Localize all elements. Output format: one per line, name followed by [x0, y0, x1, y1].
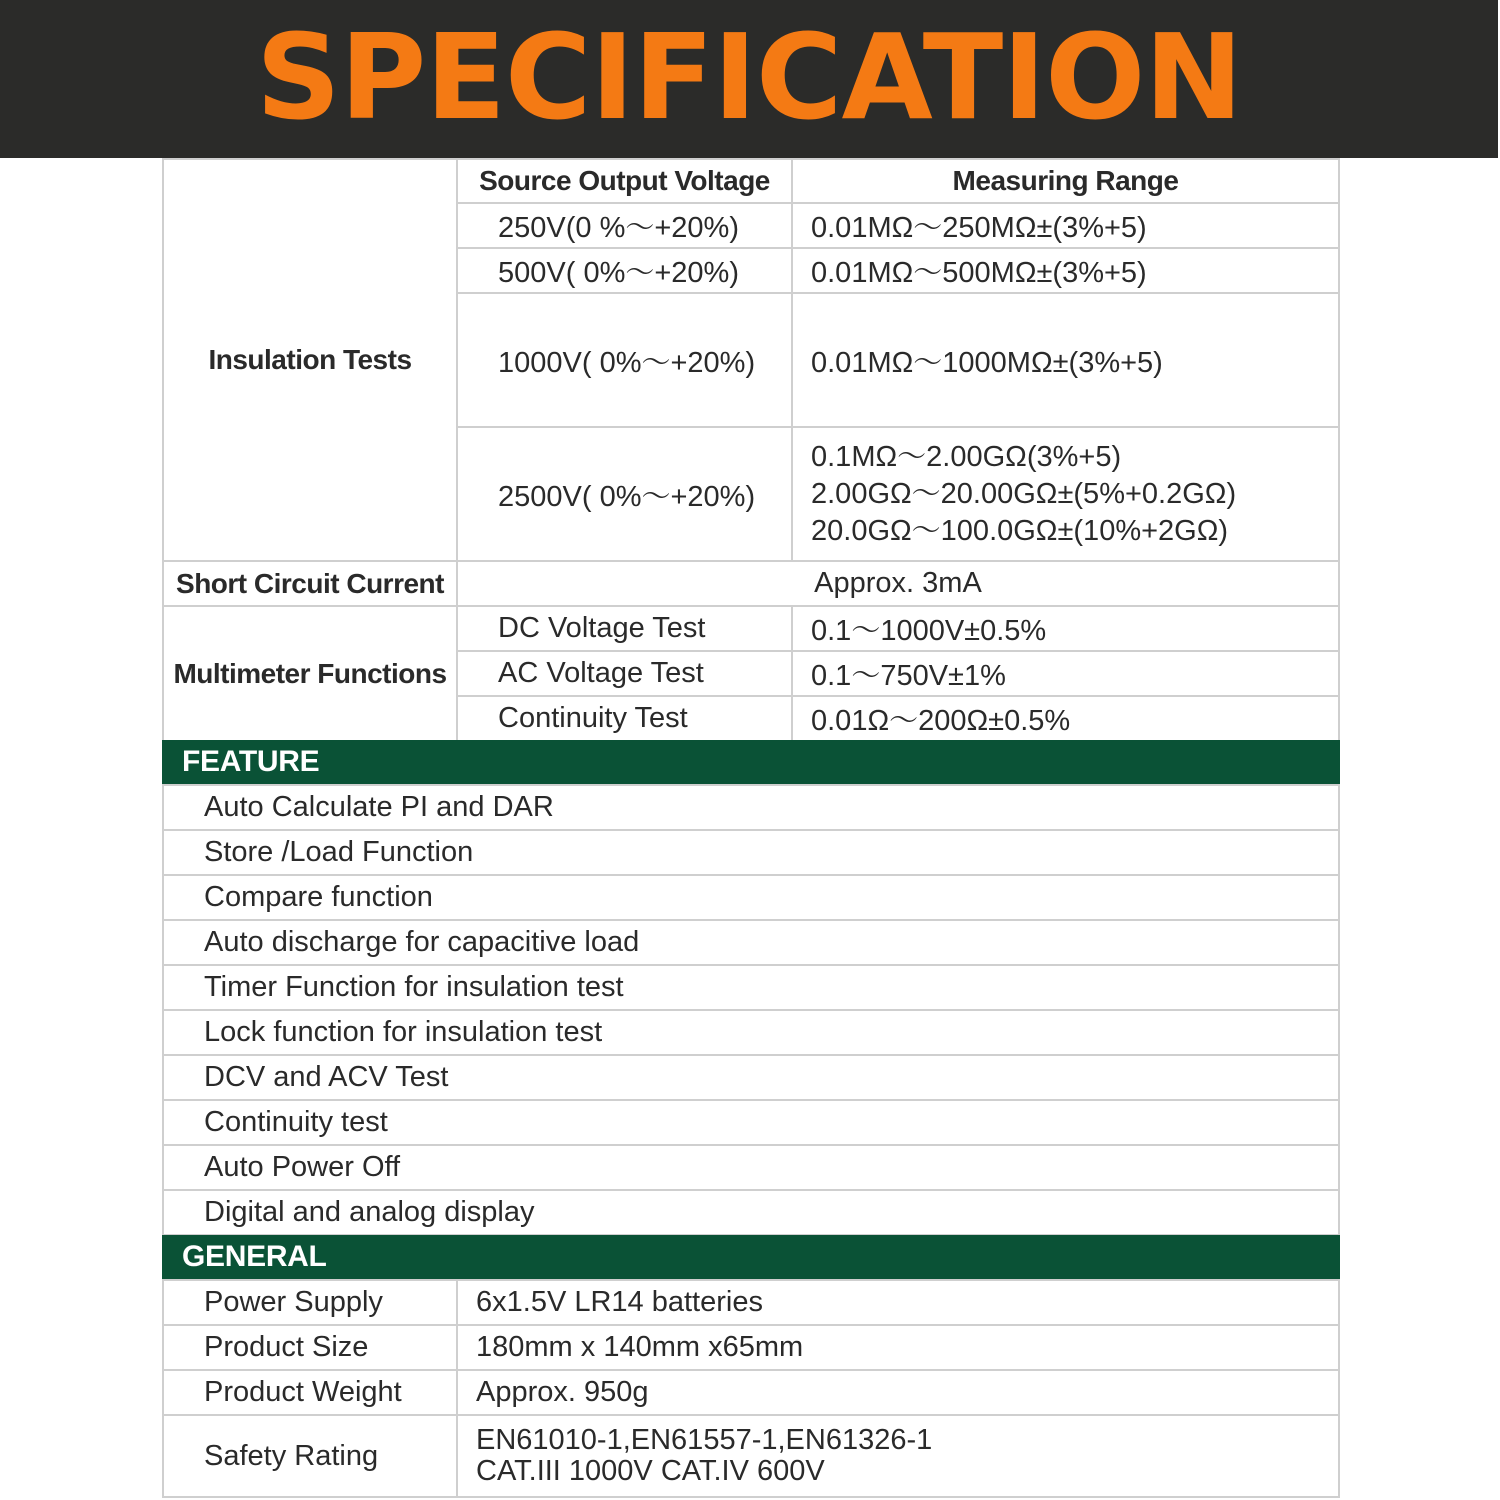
- short-circuit-label: Short Circuit Current: [162, 560, 458, 607]
- range-2500-line-1: 0.1MΩ～2.00GΩ(3%+5): [811, 440, 1122, 473]
- feature-item: Timer Function for insulation test: [162, 964, 1340, 1011]
- insulation-voltage-250: 250V(0 %～+20%): [456, 202, 793, 249]
- feature-item: Continuity test: [162, 1099, 1340, 1146]
- header-source-output-voltage: Source Output Voltage: [456, 158, 793, 204]
- feature-item: Auto Power Off: [162, 1144, 1340, 1191]
- feature-item: DCV and ACV Test: [162, 1054, 1340, 1101]
- continuity-test-value: 0.01Ω～200Ω±0.5%: [791, 695, 1340, 742]
- insulation-voltage-1000: 1000V( 0%～+20%): [456, 292, 793, 428]
- feature-header: FEATURE: [162, 740, 1340, 784]
- dc-voltage-test-name: DC Voltage Test: [456, 605, 793, 652]
- page-title: SPECIFICATION: [255, 8, 1243, 146]
- header-measuring-range: Measuring Range: [791, 158, 1340, 204]
- safety-rating-label: Safety Rating: [162, 1414, 458, 1498]
- insulation-voltage-2500: 2500V( 0%～+20%): [456, 426, 793, 562]
- product-size-value: 180mm x 140mm x65mm: [456, 1324, 1340, 1371]
- feature-item: Auto discharge for capacitive load: [162, 919, 1340, 966]
- range-2500-line-2: 2.00GΩ～20.00GΩ±(5%+0.2GΩ): [811, 477, 1237, 510]
- feature-item: Store /Load Function: [162, 829, 1340, 876]
- general-header: GENERAL: [162, 1235, 1340, 1279]
- ac-voltage-test-value: 0.1～750V±1%: [791, 650, 1340, 697]
- range-2500-line-3: 20.0GΩ～100.0GΩ±(10%+2GΩ): [811, 514, 1229, 547]
- dc-voltage-test-value: 0.1～1000V±0.5%: [791, 605, 1340, 652]
- insulation-range-500: 0.01MΩ～500MΩ±(3%+5): [791, 247, 1340, 294]
- insulation-range-250: 0.01MΩ～250MΩ±(3%+5): [791, 202, 1340, 249]
- insulation-voltage-500: 500V( 0%～+20%): [456, 247, 793, 294]
- safety-rating-line-1: EN61010-1,EN61557-1,EN61326-1: [476, 1424, 933, 1456]
- safety-rating-line-2: CAT.III 1000V CAT.IV 600V: [476, 1455, 825, 1487]
- insulation-range-1000: 0.01MΩ～1000MΩ±(3%+5): [791, 292, 1340, 428]
- continuity-test-name: Continuity Test: [456, 695, 793, 742]
- ac-voltage-test-name: AC Voltage Test: [456, 650, 793, 697]
- product-weight-value: Approx. 950g: [456, 1369, 1340, 1416]
- short-circuit-value: Approx. 3mA: [456, 560, 1340, 607]
- multimeter-functions-label: Multimeter Functions: [162, 605, 458, 742]
- feature-item: Compare function: [162, 874, 1340, 921]
- safety-rating-value: [456, 1414, 1340, 1498]
- insulation-tests-label: Insulation Tests: [162, 158, 458, 562]
- product-weight-label: Product Weight: [162, 1369, 458, 1416]
- insulation-range-2500: [791, 426, 1340, 562]
- feature-item: Auto Calculate PI and DAR: [162, 784, 1340, 831]
- feature-item: Digital and analog display: [162, 1189, 1340, 1236]
- power-supply-label: Power Supply: [162, 1279, 458, 1326]
- power-supply-value: 6x1.5V LR14 batteries: [456, 1279, 1340, 1326]
- feature-item: Lock function for insulation test: [162, 1009, 1340, 1056]
- product-size-label: Product Size: [162, 1324, 458, 1371]
